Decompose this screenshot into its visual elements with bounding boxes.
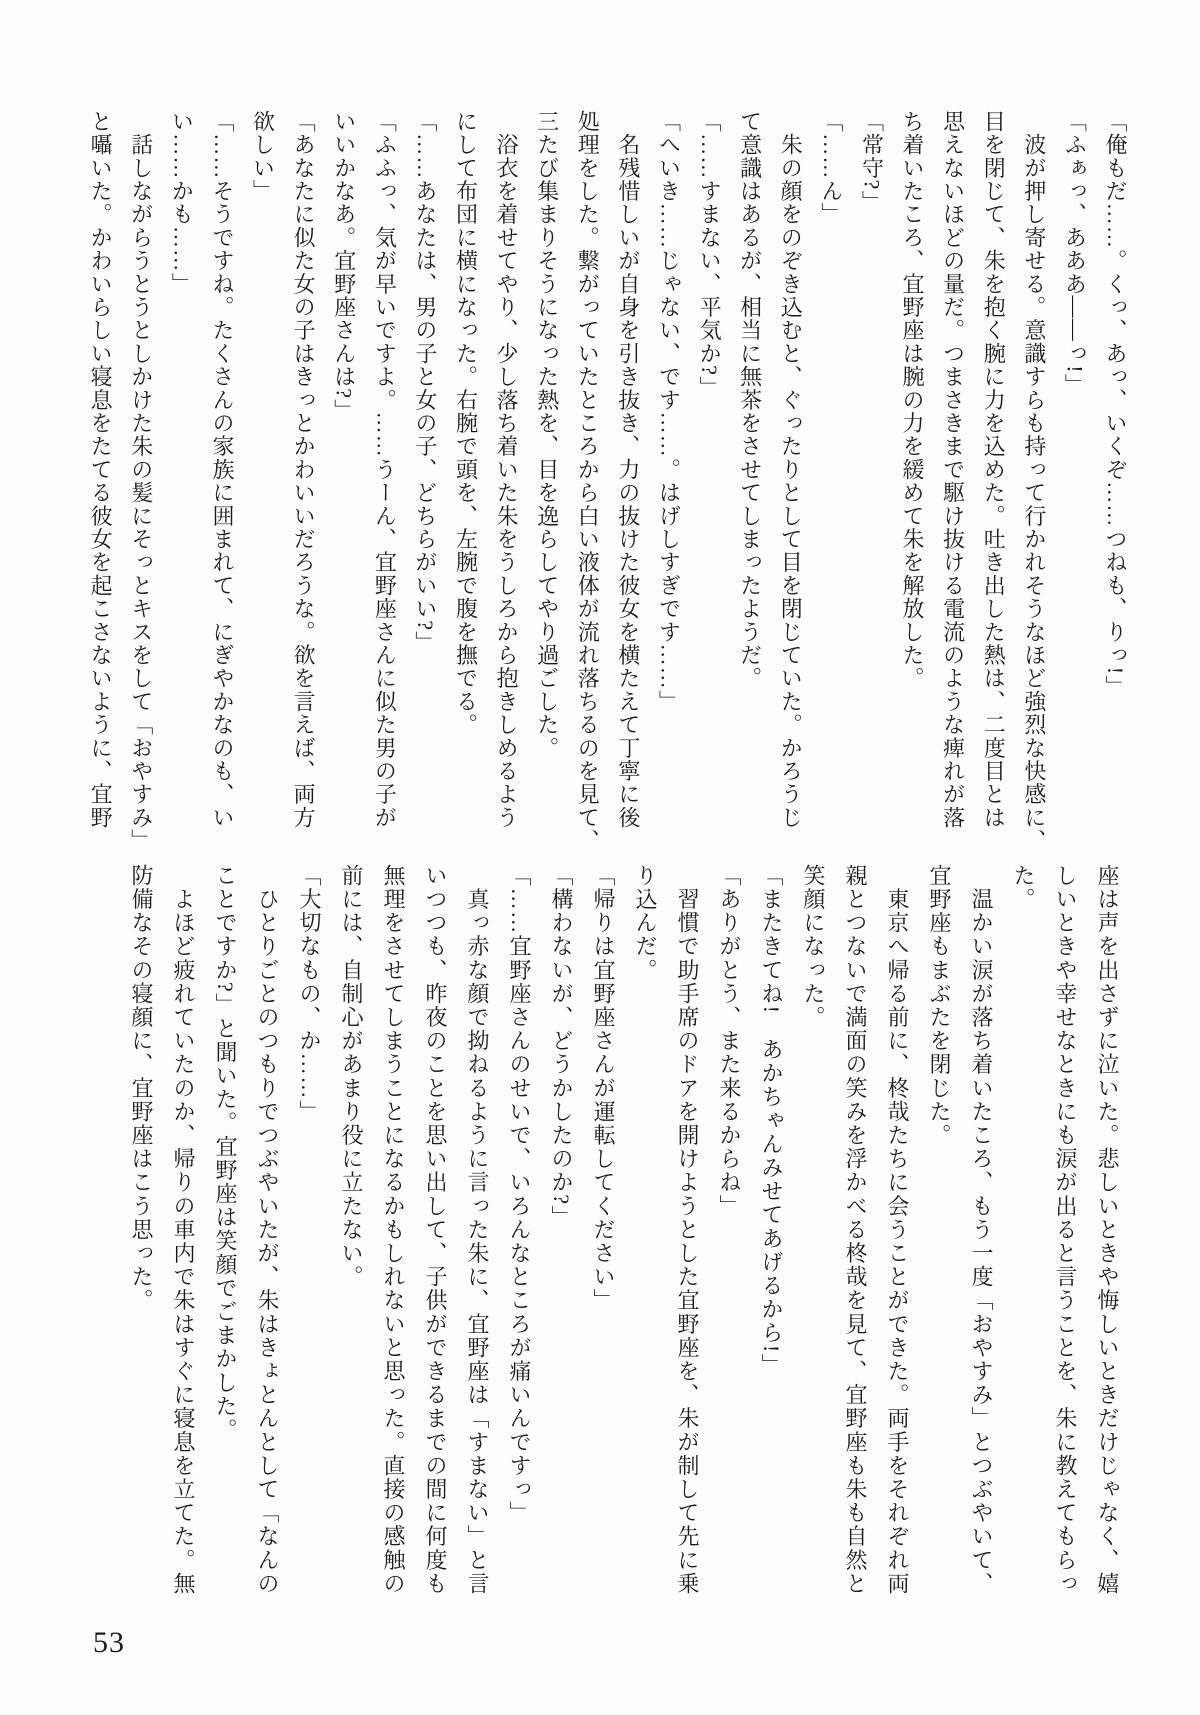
text-column: にして布団に横になった。右腕で頭を、左腕で腹を撫でる。 [453,110,479,737]
text-column: 座は声を出さずに泣いた。悲しいときや悔しいときだけじゃなく、嬉 [1095,864,1120,1596]
text-column: しいときや幸せなときにも涙が出ると言うことを、朱に教えてもらっ [1053,864,1078,1596]
text-column: 「大切なもの、か……」 [297,864,322,1124]
text-column: 無理をさせてしまうことになるかもしれないと思った。直接の感触の [381,864,406,1596]
text-column: い……かも……」 [169,110,195,296]
text-column: 思えないほどの量だ。つまさきまで駆け抜ける電流のような痺れが落 [940,110,966,830]
text-column: 親とつないで満面の笑みを浮かべる柊哉を見て、宜野座も朱も自然と [843,864,868,1596]
text-column: 温かい涙が落ち着いたころ、もう一度「おやすみ」とつぶやいて、 [969,864,994,1596]
text-column: よほど疲れていたのか、帰りの車内で朱はすぐに寝息を立てた。無 [171,864,196,1596]
text-column: 笑顔になった。 [801,864,826,1030]
text-column: 「……すまない、平気か?」 [697,110,723,400]
text-column: 「……そうですね。たくさんの家族に囲まれて、にぎやかなのも、い [209,110,235,830]
text-column: 前には、自制心があまり役に立たない。 [339,864,364,1289]
text-column: 「……宜野座さんのせいで、いろんなところが痛いんですっ」 [507,864,532,1525]
text-column: 「あなたに似た女の子はきっとかわいいだろうな。欲を言えば、両方 [291,110,317,830]
page-number: 53 [93,1626,125,1659]
text-column: ことですか?」と聞いた。宜野座は笑顔でごまかした。 [213,864,238,1442]
text-column: 話しながらうとうとしかけた朱の髪にそっとキスをして「おやすみ」 [128,110,154,853]
text-column: 三たび集まりそうになった熱を、目を逸らしてやり過ごした。 [534,110,560,760]
text-column: 宜野座もまぶたを閉じた。 [927,864,952,1148]
text-column: 「ありがとう、また来るからね」 [717,864,742,1218]
vertical-text-block-top [80,110,1135,853]
text-column: 浴衣を着せてやり、少し落ち着いた朱をうしろから抱きしめるよう [494,110,520,830]
text-column: いつつも、昨夜のことを思い出して、子供ができるまでの間に何度も [423,864,448,1596]
text-column: ひとりごとのつもりでつぶやいたが、朱はきょとんとして「なんの [255,864,280,1596]
text-column: た。 [1011,864,1036,912]
text-column: ち着いたころ、宜野座は腕の力を緩めて朱を解放した。 [900,110,926,690]
text-column: 「……あなたは、男の子と女の子、どちらがいい?」 [412,110,438,655]
text-column: 「ふふっ、気が早いですよ。……うーん、宜野座さんに似た男の子が [372,110,398,830]
text-column: 「……ん」 [818,110,844,226]
text-column: 「へいき……じゃない、です……。はげしすぎです……」 [656,110,682,714]
text-column: 「常守?」 [859,110,885,214]
text-column: 処理をした。繋がっていたところから白い液体が流れ落ちるのを見て、 [575,110,601,853]
vertical-text-block-bottom [120,864,1128,1616]
text-column: 朱の顔をのぞき込むと、ぐったりとして目を閉じていた。かろうじ [778,110,804,830]
text-column: 目を閉じて、朱を抱く腕に力を込めた。吐き出した熱は、二度目とは [981,110,1007,830]
text-column: 波が押し寄せる。意識すらも持って行かれそうなほど強烈な快感に、 [1021,110,1047,853]
text-column: 「ふぁっ、あああ――っ!」 [1062,110,1088,397]
text-column: 防備なその寝顔に、宜野座はこう思った。 [129,864,154,1313]
text-column: り込んだ。 [633,864,658,982]
text-column: 「構わないが、どうかしたのか?」 [549,864,574,1230]
text-column: 「帰りは宜野座さんが運転してください」 [591,864,616,1313]
text-column: 「またきてね! あかちゃんみせてあげるから!」 [759,864,784,1378]
text-column: て意識はあるが、相当に無茶をさせてしまったようだ。 [737,110,763,690]
text-column: と囁いた。かわいらしい寝息をたてる彼女を起こさないように、宜野 [88,110,114,830]
text-column: 欲しい」 [250,110,276,203]
text-column: 「俺もだ……。くっ、あっ、いくぞ……つねも、りっ!」 [1103,110,1128,699]
text-column: 真っ赤な顔で拗ねるように言った朱に、宜野座は「すまない」と言 [465,864,490,1596]
text-column: 東京へ帰る前に、柊哉たちに会うことができた。両手をそれぞれ両 [885,864,910,1596]
text-column: いいかなあ。宜野座さんは?」 [331,110,357,423]
text-column: 習慣で助手席のドアを開けようとした宜野座を、朱が制して先に乗 [675,864,700,1596]
text-column: 名残惜しいが自身を引き抜き、力の抜けた彼女を横たえて丁寧に後 [615,110,641,830]
